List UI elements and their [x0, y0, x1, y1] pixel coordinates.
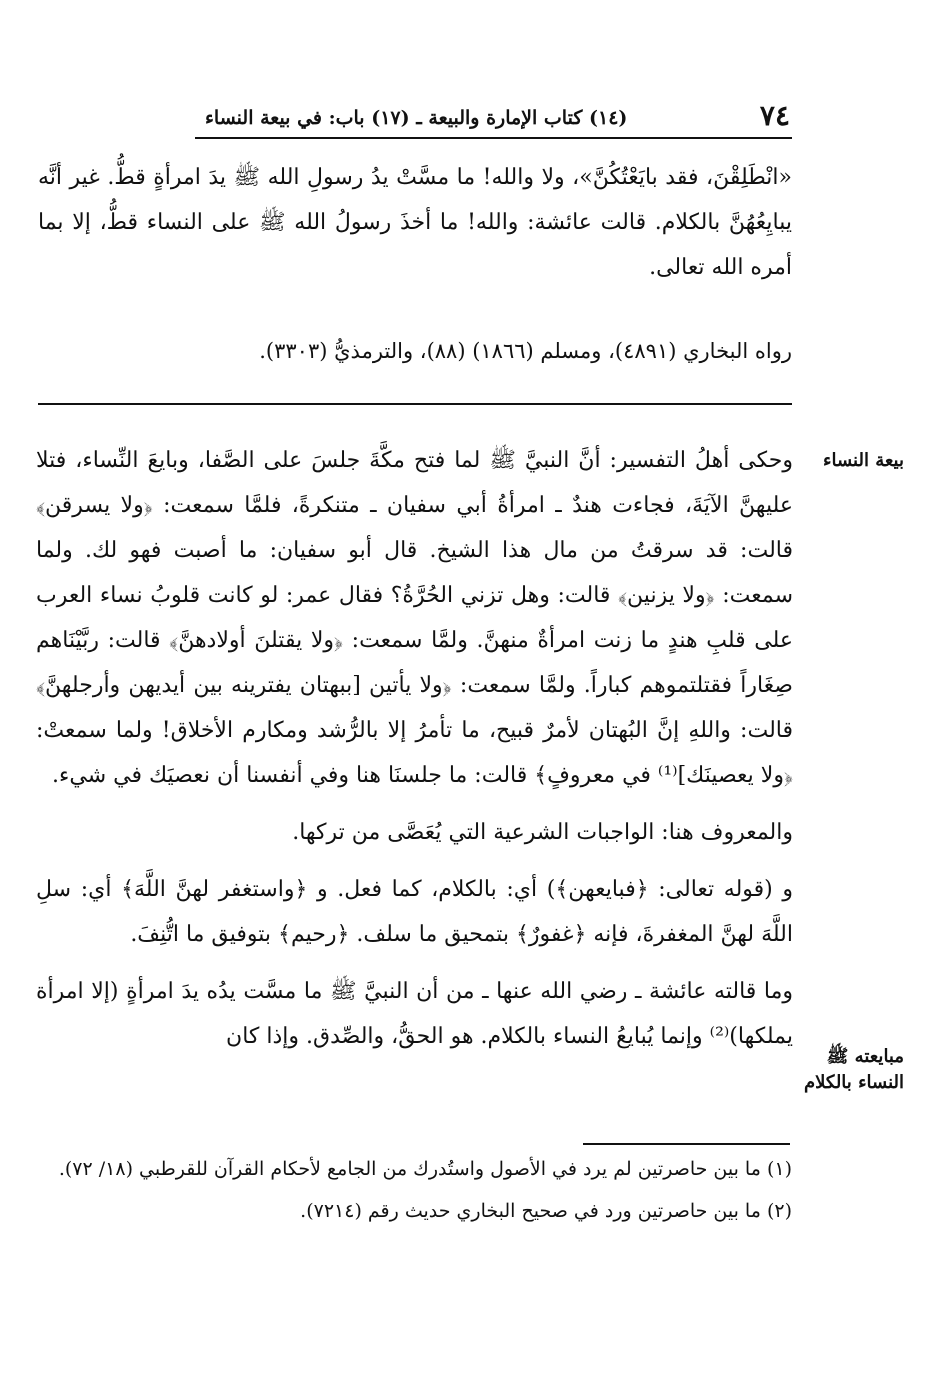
commentary-paragraph: وما قالته عائشة ـ رضي الله عنها ـ من أن النبيَّ ﷺ ما مسَّت يدُه يدَ امرأةٍ (إلا امرأة يملكها)⁽²⁾ وإنما يُبايعُ النساء بالكلام. هو الحقُّ، والصِّدق. وإذا كان [36, 979, 793, 1049]
marginal-note-pledge-by-speech: مبايعته ﷺ النساء بالكلام [804, 1046, 904, 1093]
top-paragraph [38, 155, 792, 290]
marginal-note-women-pledge: بيعة النساء [823, 450, 904, 471]
section-divider [38, 403, 792, 405]
footnotes [38, 1150, 792, 1234]
commentary-paragraph: وحكى أهلُ التفسير: أنَّ النبيَّ ﷺ لما فتح مكَّةَ جلسَ على الصَّفا، وبايعَ النِّساء، فتلا عليهنَّ الآيَةَ، فجاءت هندٌ ـ امرأةُ أبي سفيان ـ متنكرةً، فلمَّا سمعت: ﴿ولا يسرقن﴾ قالت: قد سرقتُ من مال هذا الشيخ. قال أبو سفيان: ما أصبت فهو لك. ولما سمعت: ﴿ولا يزنين﴾ قالت: وهل تزني الحُرَّةُ؟ فقال عمر: لو كانت قلوبُ نساء العرب على قلبِ هندٍ ما زنت امرأةٌ منهنَّ. ولمَّا سمعت: ﴿ولا يقتلنَ أولادهنَّ﴾ قالت: ربَّيْنَاهم صِغَاراً فقتلتموهم كباراً. ولمَّا سمعت: ﴿ولا يأتين [ببهتان يفترينه بين أيديهن وأرجلهنَّ﴾ قالت: واللهِ إنَّ البُهتان لأمرٌ قبيح، ما تأمرُ إلا بالرُّشد ومكارم الأخلاق! ولما سمعتْ: ﴿ولا يعصينَك]⁽¹⁾ في معروفٍ﴾ قالت: ما جلسنَا هنا وفي أنفسنا أن نعصيَك في شيء. [36, 448, 793, 788]
footnote: (٢) ما بين حاصرتين ورد في صحيح البخاري حديث رقم (٧٢١٤). [300, 1200, 792, 1222]
commentary-paragraph: والمعروف هنا: الواجبات الشرعية التي يُعَصَّى من تركها. [292, 820, 793, 845]
commentary-text [36, 438, 793, 1059]
hadith-reference: رواه البخاري (٤٨٩١)، ومسلم (١٨٦٦) (٨٨)، والترمذيُّ (٣٣٠٣). [259, 339, 792, 363]
footnote: (١) ما بين حاصرتين لم يرد في الأصول واستُدرك من الجامع لأحكام القرآن للقرطبي (١٨/ ٧٢). [58, 1158, 792, 1180]
running-title: (١٤) كتاب الإمارة والبيعة ـ (١٧) باب: في بيعة النساء [205, 107, 628, 129]
commentary-paragraph: و (قوله تعالى: ﴿فبايعهن﴾) أي: بالكلام، كما فعل. و ﴿واستغفر لهنَّ اللَّهَ﴾ أي: سلِ اللَّهَ لهنَّ المغفرةَ، فإنه ﴿غفورٌ﴾ بتمحيق ما سلف. ﴿رحيم﴾ بتوفيق ما اتُّنِفَ. [36, 877, 793, 947]
page-number: ٧٤ [759, 99, 790, 132]
hadith-text: «انْطَلِقْنَ، فقد بايَعْتُكُنَّ»، ولا والله! ما مسَّتْ يدُ رسولِ الله ﷺ يدَ امرأةٍ قطُّ. غير أنَّه يبايِعُهُنَّ بالكلام. قالت عائشة: والله! ما أخذَ رسولُ الله ﷺ على النساء قطُّ، إلا بما أمره الله تعالى. [38, 165, 792, 280]
header-divider [195, 137, 792, 139]
footnote-divider [583, 1143, 790, 1145]
page-header [195, 98, 792, 138]
